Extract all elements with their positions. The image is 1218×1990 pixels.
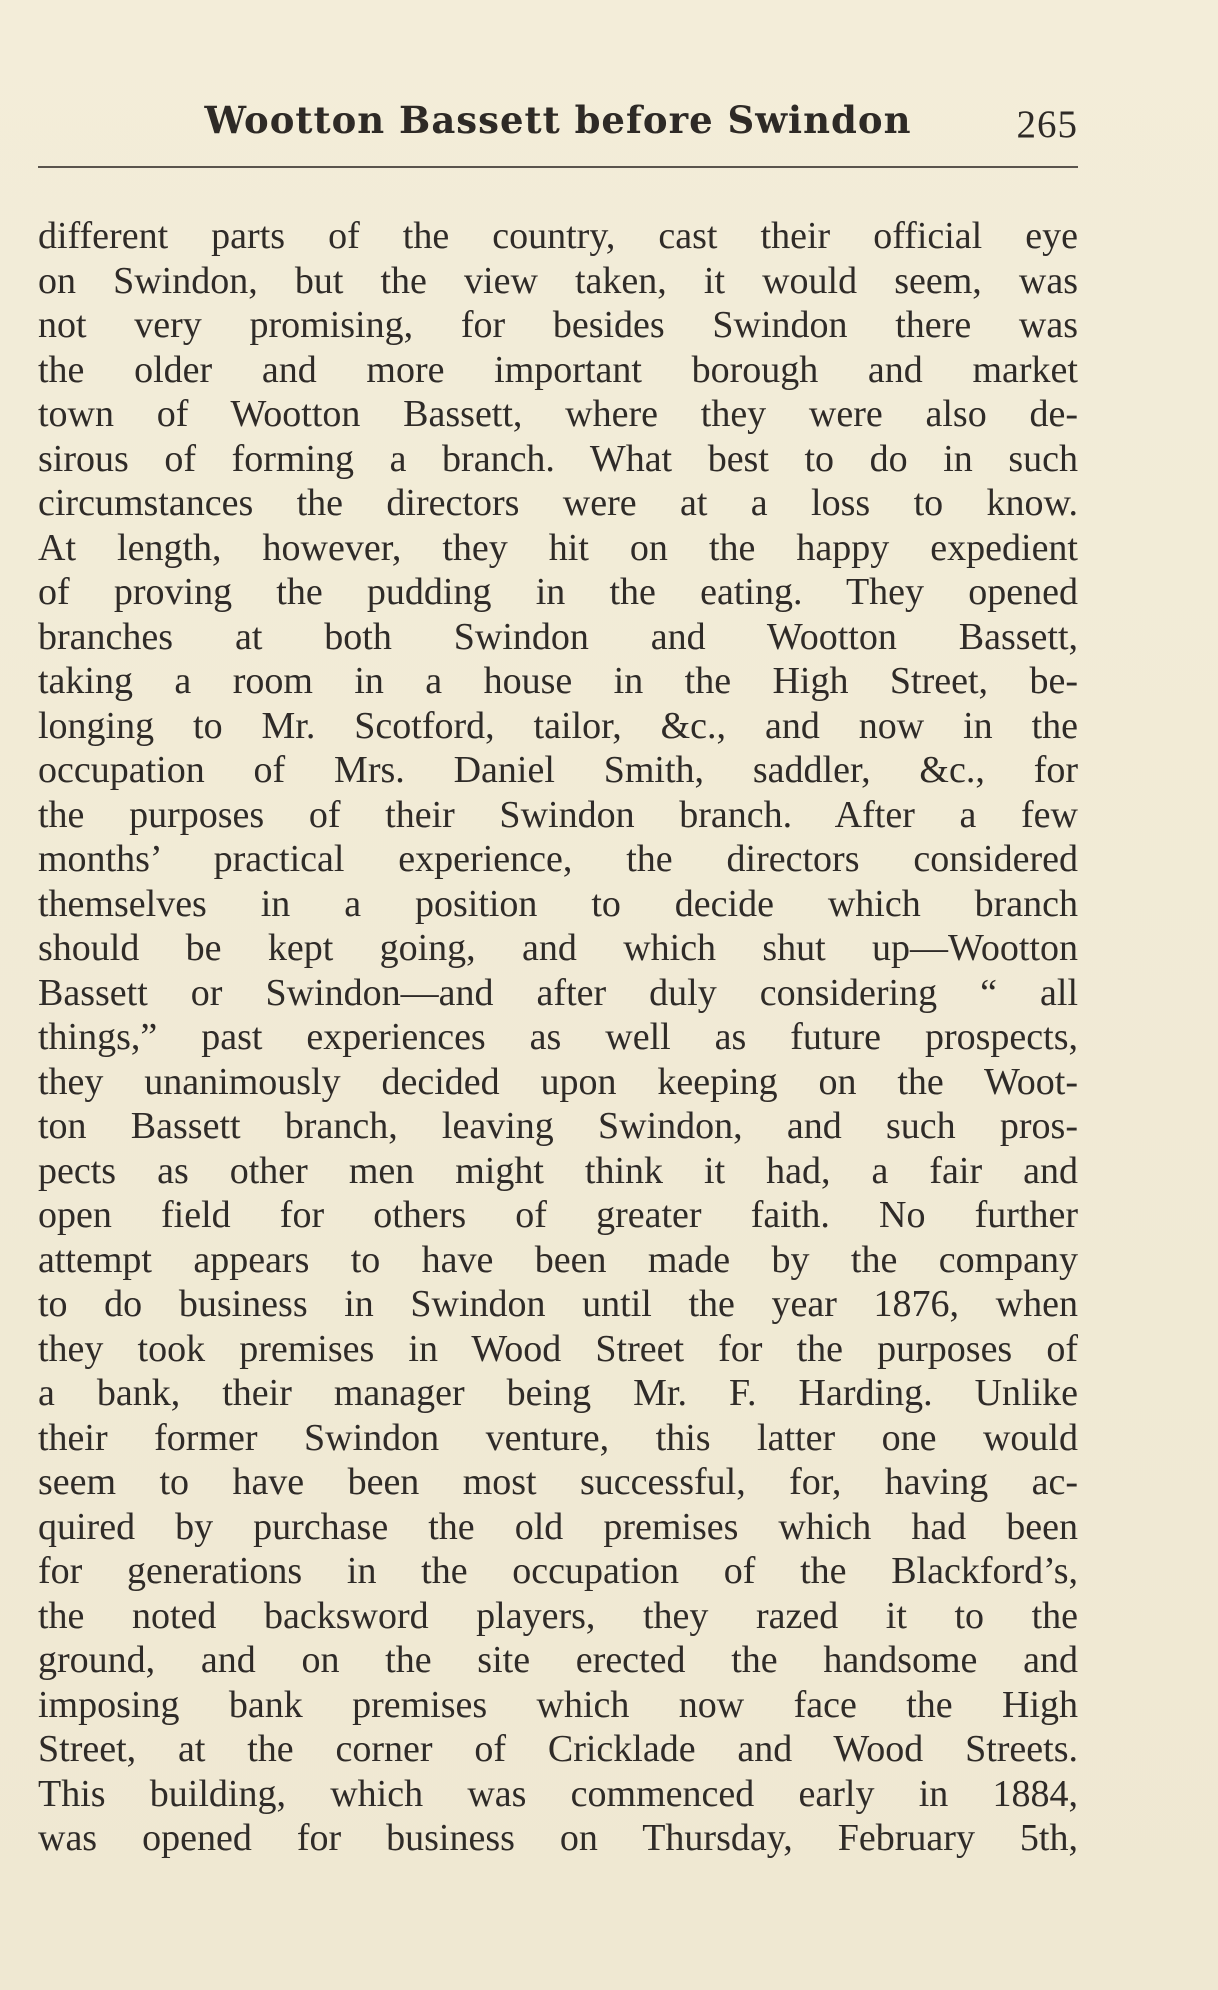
text-line: a bank, their manager being Mr. F. Harding. Unlike: [38, 1372, 1078, 1414]
text-line: was opened for business on Thursday, February 5th,: [38, 1817, 1078, 1859]
text-line: for generations in the occupation of the Blackford’s,: [38, 1550, 1078, 1592]
text-line: to do business in Swindon until the year 1876, when: [38, 1283, 1078, 1325]
text-line: At length, however, they hit on the happy expedient: [38, 526, 1078, 569]
running-head: [38, 92, 1078, 152]
text-line: seem to have been most successful, for, having ac-: [38, 1461, 1078, 1503]
body-text: [38, 214, 1078, 1861]
text-line: not very promising, for besides Swindon there was: [38, 304, 1078, 346]
text-line: should be kept going, and which shut up—Wootton: [38, 927, 1078, 969]
text-line: imposing bank premises which now face the High: [38, 1683, 1078, 1726]
text-line: the purposes of their Swindon branch. After a few: [38, 793, 1078, 836]
text-line: branches at both Swindon and Wootton Bassett,: [38, 615, 1078, 658]
text-line: they unanimously decided upon keeping on the Woot-: [38, 1060, 1078, 1103]
text-line: the noted backsword players, they razed it to the: [38, 1594, 1078, 1637]
header-rule: [38, 166, 1078, 168]
text-line: Bassett or Swindon—and after duly considering “ all: [38, 971, 1078, 1014]
text-line: Street, at the corner of Cricklade and Wood Streets.: [38, 1728, 1078, 1770]
text-line: quired by purchase the old premises which had been: [38, 1505, 1078, 1548]
text-line: sirous of forming a branch. What best to do in such: [38, 437, 1078, 480]
text-line: of proving the pudding in the eating. They opened: [38, 571, 1078, 613]
text-line: ton Bassett branch, leaving Swindon, and such pros-: [38, 1105, 1078, 1147]
page-number: 265: [1016, 103, 1078, 146]
text-line: they took premises in Wood Street for the purposes of: [38, 1327, 1078, 1370]
text-line: pects as other men might think it had, a fair and: [38, 1149, 1078, 1192]
text-line: themselves in a position to decide which branch: [38, 882, 1078, 925]
text-line: the older and more important borough and market: [38, 348, 1078, 391]
text-line: open field for others of greater faith. No further: [38, 1194, 1078, 1236]
text-line: ground, and on the site erected the handsome and: [38, 1639, 1078, 1681]
text-line: circumstances the directors were at a loss to know.: [38, 482, 1078, 524]
text-line: This building, which was commenced early in 1884,: [38, 1772, 1078, 1815]
text-line: occupation of Mrs. Daniel Smith, saddler, &c., for: [38, 749, 1078, 791]
text-line: taking a room in a house in the High Street, be-: [38, 660, 1078, 702]
text-line: different parts of the country, cast their official eye: [38, 215, 1078, 257]
text-line: attempt appears to have been made by the company: [38, 1238, 1078, 1281]
running-title: Wootton Bassett before Swindon: [204, 98, 912, 142]
text-line: town of Wootton Bassett, where they were also de-: [38, 393, 1078, 435]
text-line: longing to Mr. Scotford, tailor, &c., and now in the: [38, 704, 1078, 747]
text-line: their former Swindon venture, this latter one would: [38, 1416, 1078, 1459]
text-line: things,” past experiences as well as future prospects,: [38, 1016, 1078, 1058]
text-line: on Swindon, but the view taken, it would seem, was: [38, 259, 1078, 302]
text-line: months’ practical experience, the directors considered: [38, 838, 1078, 880]
